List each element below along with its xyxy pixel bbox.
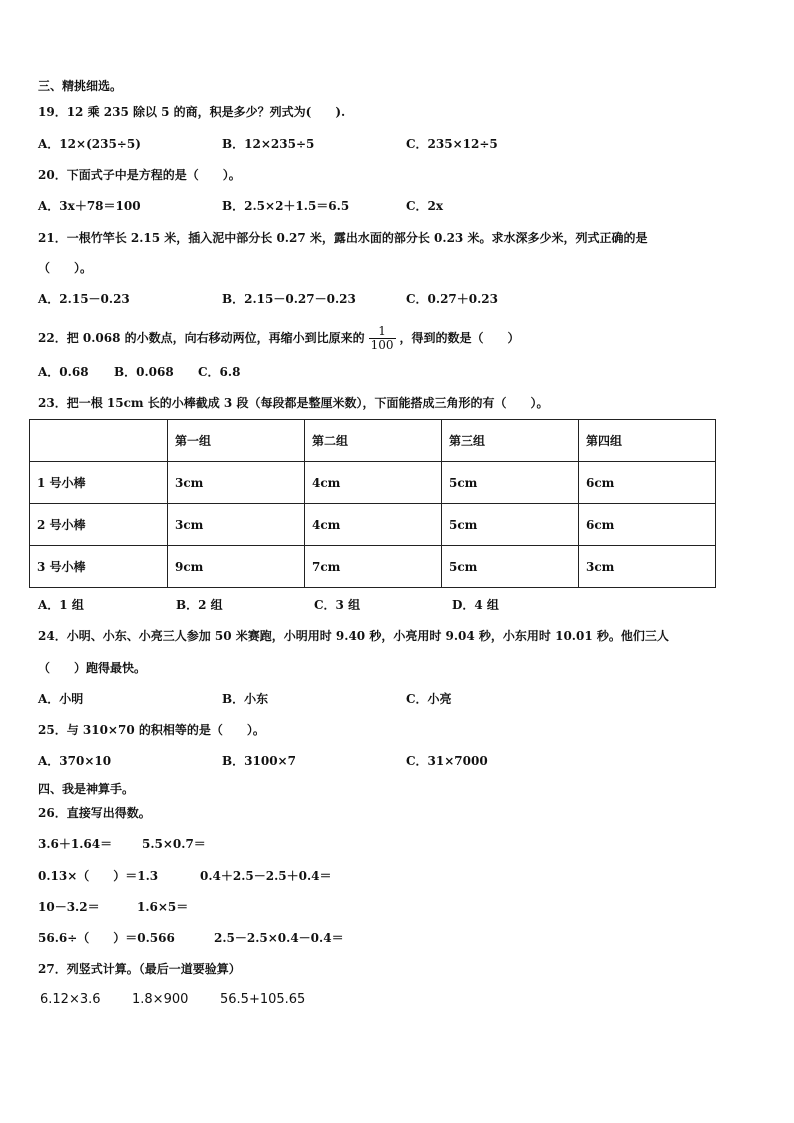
question-26: 26．直接写出得数。 — [38, 806, 151, 820]
table-cell: 4cm — [305, 504, 442, 546]
question-19: 19．12 乘 235 除以 5 的商，积是多少？列式为( ). — [38, 105, 346, 119]
question-24-cont: （ ）跑得最快。 — [38, 661, 147, 675]
question-24: 24．小明、小东、小亮三人参加 50 米赛跑，小明用时 9.40 秒，小亮用时 9.04 秒，小东用时 10.01 秒。他们三人 — [38, 629, 669, 643]
table-header-cell: 第一组 — [168, 420, 305, 462]
table-cell: 1 号小棒 — [30, 462, 168, 504]
table-cell: 3 号小棒 — [30, 546, 168, 588]
fraction — [369, 325, 396, 352]
fraction-numerator: 1 — [378, 324, 386, 338]
q22-text-after: ，得到的数是（ ） — [399, 331, 520, 345]
table-cell: 3cm — [168, 504, 305, 546]
table-header-cell: 第二组 — [305, 420, 442, 462]
calc-item: 0.13×（ ）＝1.3 — [38, 869, 159, 883]
q22-text-before: 22．把 0.068 的小数点，向右移动两位，再缩小到比原来的 — [38, 331, 365, 345]
q22-option-c: C．6.8 — [198, 365, 241, 379]
question-21: 21．一根竹竿长 2.15 米，插入泥中部分长 0.27 米，露出水面的部分长 0.23 米。求水深多少米，列式正确的是 — [38, 231, 648, 245]
calc-item: 56.6÷（ ）＝0.566 — [38, 931, 175, 945]
vertical-calc-item: 56.5+105.65 — [220, 992, 306, 1007]
table-cell: 5cm — [442, 504, 579, 546]
section-3-heading: 三、精挑细选。 — [38, 79, 123, 93]
question-23: 23．把一根 15cm 长的小棒截成 3 段（每段都是整厘米数），下面能搭成三角形的有（ ）。 — [38, 396, 549, 410]
fraction-denominator: 100 — [370, 338, 394, 352]
q23-option-d: D．4 组 — [452, 598, 499, 612]
q20-option-b: B．2.5×2＋1.5＝6.5 — [222, 199, 350, 213]
table-cell: 5cm — [442, 546, 579, 588]
q19-option-c: C．235×12÷5 — [406, 137, 498, 151]
table-row — [30, 546, 716, 588]
table-cell: 2 号小棒 — [30, 504, 168, 546]
table-cell: 9cm — [168, 546, 305, 588]
q23-option-b: B．2 组 — [176, 598, 223, 612]
section-4-heading: 四、我是神算手。 — [38, 782, 135, 796]
table-cell: 4cm — [305, 462, 442, 504]
q23-option-c: C．3 组 — [314, 598, 361, 612]
calc-item: 5.5×0.7＝ — [142, 837, 206, 851]
question-20: 20．下面式子中是方程的是（ ）。 — [38, 168, 241, 182]
vertical-calc-item: 1.8×900 — [132, 992, 189, 1007]
q24-option-a: A．小明 — [38, 692, 84, 706]
table-header-cell — [30, 420, 168, 462]
stick-table — [29, 419, 716, 588]
calc-item: 10－3.2＝ — [38, 900, 100, 914]
q25-option-b: B．3100×7 — [222, 754, 296, 768]
q25-option-c: C．31×7000 — [406, 754, 488, 768]
q25-option-a: A．370×10 — [38, 754, 112, 768]
q20-option-c: C．2x — [406, 199, 444, 213]
table-cell: 3cm — [579, 546, 716, 588]
question-27: 27．列竖式计算。（最后一道要验算） — [38, 962, 241, 976]
table-header-row — [30, 420, 716, 462]
q21-option-c: C．0.27＋0.23 — [406, 292, 499, 306]
question-22 — [38, 323, 520, 353]
table-cell: 5cm — [442, 462, 579, 504]
q22-option-b: B．0.068 — [114, 365, 174, 379]
table-header-cell: 第三组 — [442, 420, 579, 462]
vertical-calc-item: 6.12×3.6 — [40, 992, 101, 1007]
table-row — [30, 462, 716, 504]
table-header-cell: 第四组 — [579, 420, 716, 462]
q21-option-b: B．2.15－0.27－0.23 — [222, 292, 356, 306]
q21-option-a: A．2.15－0.23 — [38, 292, 130, 306]
calc-item: 2.5－2.5×0.4－0.4＝ — [214, 931, 344, 945]
table-row — [30, 504, 716, 546]
q24-option-c: C．小亮 — [406, 692, 452, 706]
q19-option-b: B．12×235÷5 — [222, 137, 315, 151]
q20-option-a: A．3x＋78＝100 — [38, 199, 141, 213]
table-cell: 7cm — [305, 546, 442, 588]
table-cell: 3cm — [168, 462, 305, 504]
q22-option-a: A．0.68 — [38, 365, 89, 379]
calc-item: 3.6＋1.64＝ — [38, 837, 113, 851]
q23-option-a: A．1 组 — [38, 598, 84, 612]
table-cell: 6cm — [579, 462, 716, 504]
table-cell: 6cm — [579, 504, 716, 546]
calc-item: 0.4＋2.5－2.5＋0.4＝ — [200, 869, 332, 883]
question-21-cont: （ ）。 — [38, 261, 93, 275]
q19-option-a: A．12×(235÷5) — [38, 137, 141, 151]
question-25: 25．与 310×70 的积相等的是（ ）。 — [38, 723, 265, 737]
q24-option-b: B．小东 — [222, 692, 269, 706]
calc-item: 1.6×5＝ — [137, 900, 189, 914]
